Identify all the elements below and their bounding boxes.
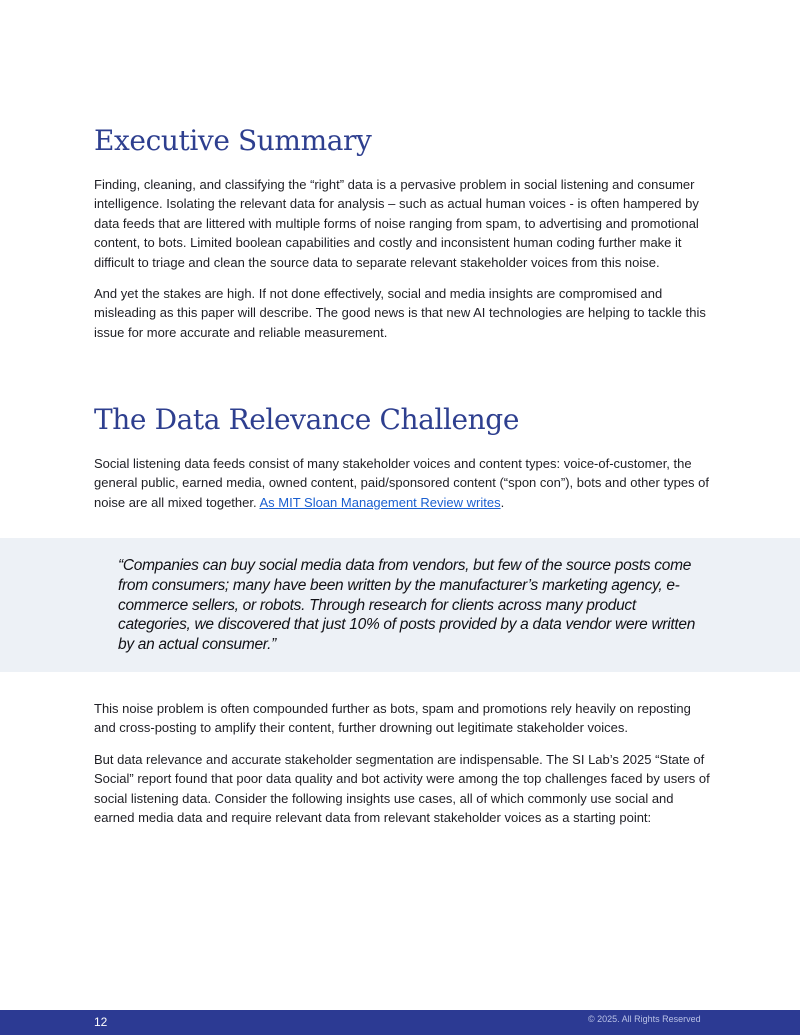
data-relevance-intro-text: Social listening data feeds consist of many stakeholder voices and content types: voice-of-customer, the general public, earned media, owned content, paid/sponsored content (“spon con”), bots and other types of noise are all mixed together. bbox=[94, 456, 709, 510]
mit-sloan-review-link[interactable]: As MIT Sloan Management Review writes bbox=[259, 494, 501, 510]
footer-bar bbox=[0, 1010, 800, 1035]
quote-text: “Companies can buy social media data from vendors, but few of the source posts come from consumers; many have been written by the manufacturer’s marketing agency, e-commerce sellers, or robots. Through research for clients across many product categories, we discovered that just 10% of posts provided by a data vendor were written by an actual consumer.” bbox=[118, 557, 696, 654]
data-relevance-intro-suffix: . bbox=[500, 494, 505, 510]
executive-summary-heading: Executive Summary bbox=[94, 124, 372, 157]
page-number: 12 bbox=[94, 1015, 108, 1029]
executive-summary-paragraph-1: Finding, cleaning, and classifying the “right” data is a pervasive problem in social listening and consumer intelligence. Isolating the relevant data for analysis – such as actual human voices - is often hampered by data feeds that are littered with multiple forms of noise ranging from spam, to advertising and promotional content, to bots. Limited boolean capabilities and costly and inconsistent human coding further make it difficult to triage and clean the source data to separate relevant stakeholder voices from this noise. bbox=[94, 177, 699, 270]
data-relevance-intro bbox=[94, 454, 714, 512]
quote-block bbox=[0, 538, 800, 672]
executive-summary-paragraph-2: And yet the stakes are high. If not done effectively, social and media insights are compromised and misleading as this paper will describe. The good news is that new AI technologies are helping to tackle this issue for more accurate and reliable measurement. bbox=[94, 286, 706, 340]
data-relevance-heading: The Data Relevance Challenge bbox=[94, 403, 520, 436]
noise-problem-paragraph: This noise problem is often compounded further as bots, spam and promotions rely heavily on reposting and cross-posting to amplify their content, further drowning out legitimate stakeholder voices. bbox=[94, 701, 691, 736]
state-of-social-paragraph: But data relevance and accurate stakeholder segmentation are indispensable. The SI Lab’s 2025 “State of Social” report found that poor data quality and bot activity were among the top challenges faced by users of social listening data. Consider the following insights use cases, all of which commonly use social and earned media data and require relevant data from relevant stakeholder voices as a starting point: bbox=[94, 752, 710, 826]
copyright-notice: © 2025. All Rights Reserved bbox=[588, 1014, 701, 1024]
